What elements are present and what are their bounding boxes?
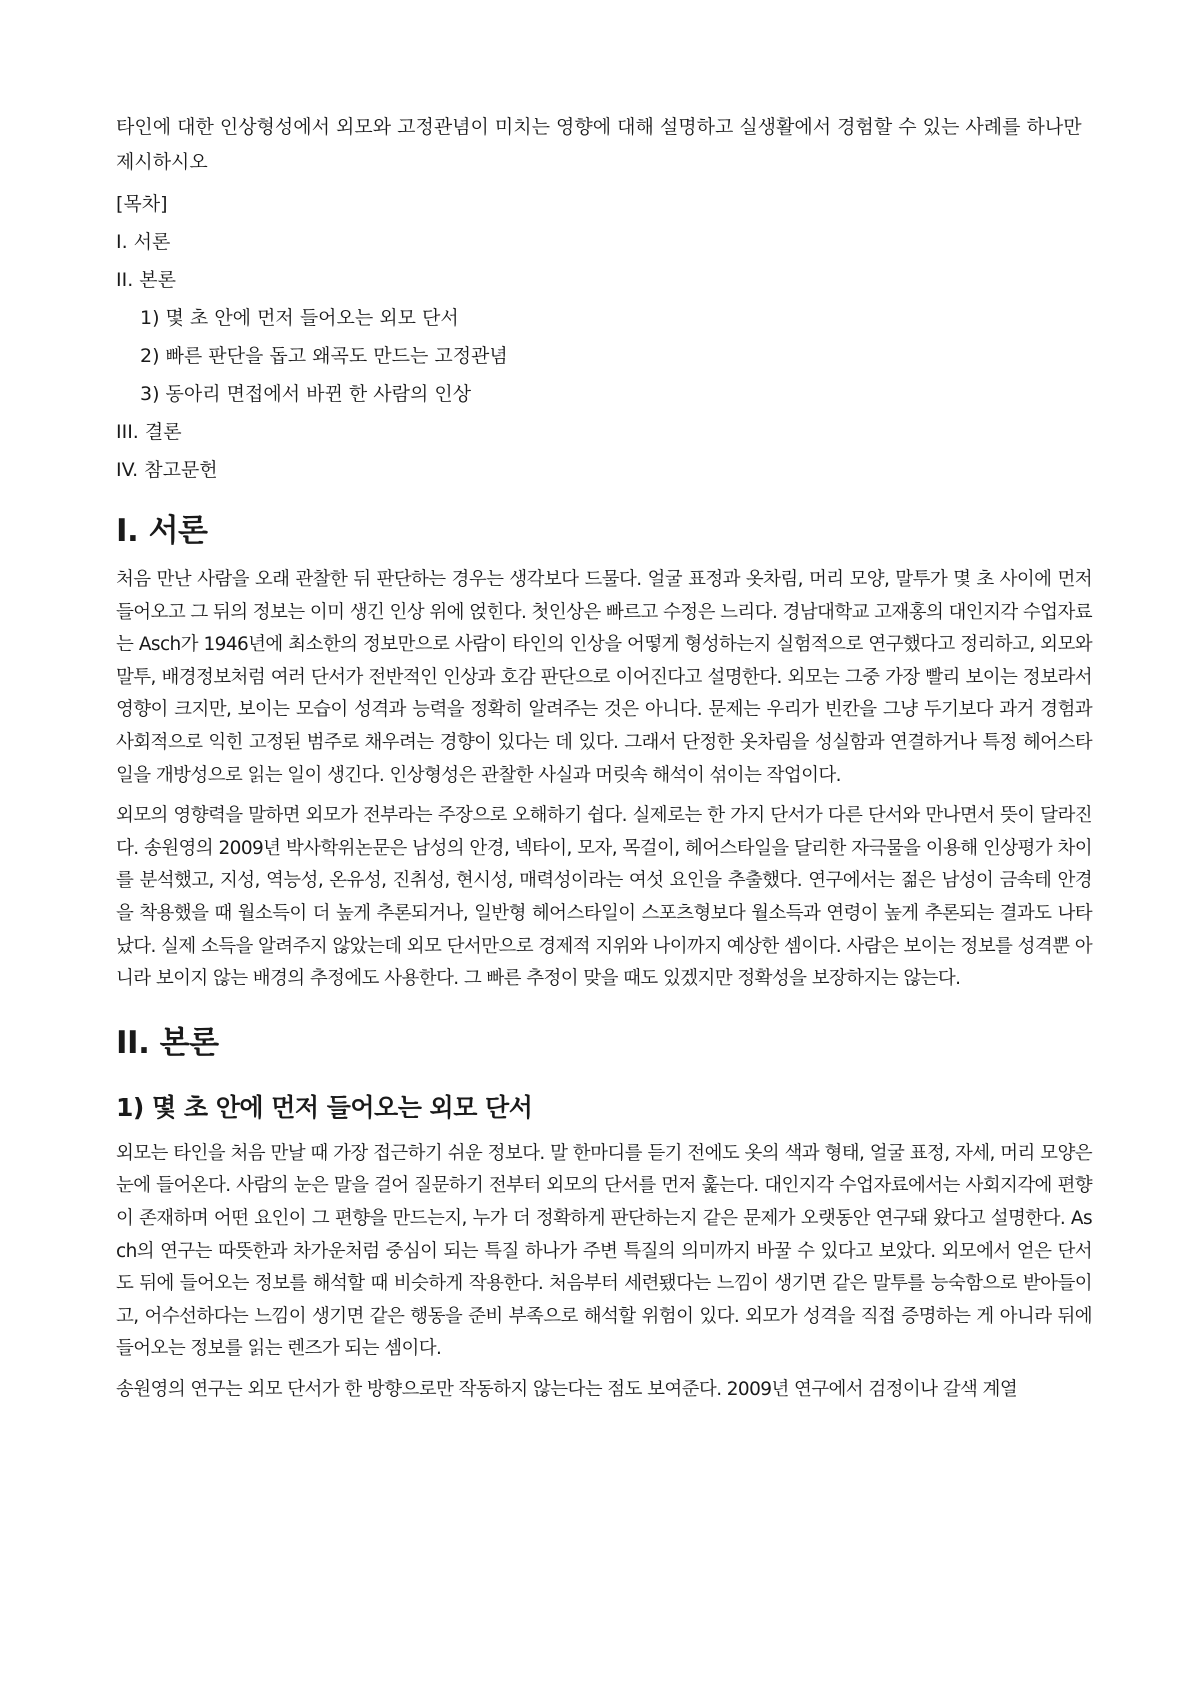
body-sub1-paragraph-1: 외모는 타인을 처음 만날 때 가장 접근하기 쉬운 정보다. 말 한마디를 듣기 전에도 옷의 색과 형태, 얼굴 표정, 자세, 머리 모양은 눈에 들어온다. 사람의 눈은 말을 걸어 질문하기 전부터 외모의 단서를 먼저 훑는다. 대인지각 수업자료에서는 사회지각에 편향이 존재하며 어떤 요인이 그 편향을 만드는지, 누가 더 정확하게 판단하는지 같은 문제가 오랫동안 연구돼 왔다고 설명한다. Asch의 연구는 따뜻한과 차가운처럼 중심이 되는 특질 하나가 주변 특질의 의미까지 바꿀 수 있다고 보았다. 외모에서 얻은 단서도 뒤에 들어오는 정보를 해석할 때 비슷하게 작용한다. 처음부터 세련됐다는 느낌이 생기면 같은 말투를 능숙함으로 받아들이고, 어수선하다는 느낌이 생기면 같은 행동을 준비 부족으로 해석할 위험이 있다. 외모가 성격을 직접 증명하는 게 아니라 뒤에 들어오는 정보를 읽는 렌즈가 되는 셈이다. — [116, 1142, 1092, 1360]
table-of-contents — [116, 190, 1092, 484]
toc-item-body: II. 본론 — [116, 269, 176, 291]
toc-item-intro: I. 서론 — [116, 231, 171, 253]
toc-item-body-3: 3) 동아리 면접에서 바뀐 한 사람의 인상 — [140, 383, 472, 405]
toc-item-body-1: 1) 몇 초 안에 먼저 들어오는 외모 단서 — [140, 307, 459, 329]
intro-paragraph-1: 처음 만난 사람을 오래 관찰한 뒤 판단하는 경우는 생각보다 드물다. 얼굴 표정과 옷차림, 머리 모양, 말투가 몇 초 사이에 먼저 들어오고 그 뒤의 정보는 이미 생긴 인상 위에 얹힌다. 첫인상은 빠르고 수정은 느리다. 경남대학교 고재홍의 대인지각 수업자료는 Asch가 1946년에 최소한의 정보만으로 사람이 타인의 인상을 어떻게 형성하는지 실험적으로 연구했다고 정리하고, 외모와 말투, 배경정보처럼 여러 단서가 전반적인 인상과 호감 판단으로 이어진다고 설명한다. 외모는 그중 가장 빨리 보이는 정보라서 영향이 크지만, 보이는 모습이 성격과 능력을 정확히 알려주는 것은 아니다. 문제는 우리가 빈칸을 그냥 두기보다 과거 경험과 사회적으로 익힌 고정된 범주로 채우려는 경향이 있다는 데 있다. 그래서 단정한 옷차림을 성실함과 연결하거나 특정 헤어스타일을 개방성으로 읽는 일이 생긴다. 인상형성은 관찰한 사실과 머릿속 해석이 섞이는 작업이다. — [116, 569, 1092, 786]
body-sub1-paragraph-2: 송원영의 연구는 외모 단서가 한 방향으로만 작동하지 않는다는 점도 보여준다. 2009년 연구에서 검정이나 갈색 계열 — [116, 1378, 1018, 1400]
intro-heading: I. 서론 — [116, 513, 208, 549]
toc-item-references: IV. 참고문헌 — [116, 459, 218, 481]
toc-label: [목차] — [116, 193, 168, 215]
toc-item-body-2: 2) 빠른 판단을 돕고 왜곡도 만드는 고정관념 — [140, 345, 508, 367]
intro-paragraph-2: 외모의 영향력을 말하면 외모가 전부라는 주장으로 오해하기 쉽다. 실제로는 한 가지 단서가 다른 단서와 만나면서 뜻이 달라진다. 송원영의 2009년 박사학위논문은 남성의 안경, 넥타이, 모자, 목걸이, 헤어스타일을 달리한 자극물을 이용해 인상평가 차이를 분석했고, 지성, 역능성, 온유성, 진취성, 현시성, 매력성이라는 여섯 요인을 추출했다. 연구에서는 젊은 남성이 금속테 안경을 착용했을 때 월소득이 더 높게 추론되거나, 일반형 헤어스타일이 스포츠형보다 월소득과 연령이 높게 추론되는 결과도 나타났다. 실제 소득을 알려주지 않았는데 외모 단서만으로 경제적 지위와 나이까지 예상한 셈이다. 사람은 보이는 정보를 성격뿐 아니라 보이지 않는 배경의 추정에도 사용한다. 그 빠른 추정이 맞을 때도 있겠지만 정확성을 보장하지는 않는다. — [116, 805, 1092, 990]
assignment-question: 타인에 대한 인상형성에서 외모와 고정관념이 미치는 영향에 대해 설명하고 실생활에서 경험할 수 있는 사례를 하나만 제시하시오 — [116, 116, 1082, 173]
body-sub1-heading: 1) 몇 초 안에 먼저 들어오는 외모 단서 — [116, 1092, 533, 1122]
body-heading: II. 본론 — [116, 1024, 219, 1061]
toc-item-conclusion: III. 결론 — [116, 421, 182, 443]
